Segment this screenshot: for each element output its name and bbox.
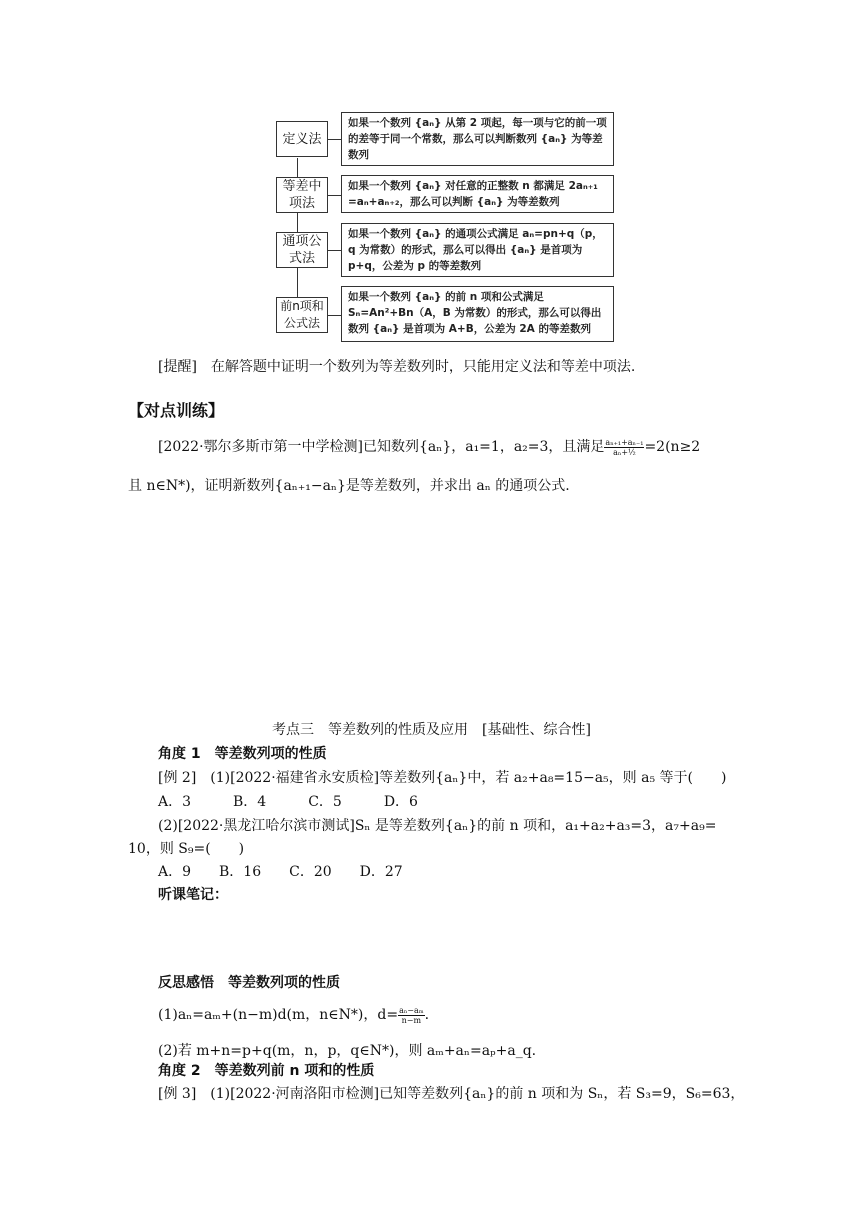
practice-line-1: [2022·鄂尔多斯市第一中学检测]已知数列{aₙ}，a₁=1，a₂=3，且满足 $\frac{\text{aₙ₊₁+aₙ₋₁}}{\text{aₙ+½}}$ =2(n≥2 — [158, 437, 701, 457]
example-2-part-1: [例 2] (1)[2022·福建省永安质检]等差数列{aₙ}中，若 a₂+a₈=15−a₅，则 a₅ 等于( ) — [158, 770, 727, 786]
connector — [328, 250, 341, 251]
property-1-fraction: $\frac{\text{aₙ−aₘ}}{n-m}$ — [399, 1005, 424, 1025]
property-1: (1)aₙ=aₘ+(n−m)d(m，n∈N*)，d= $\frac{\text{aₙ−aₘ}}{n-m}$ . — [158, 1005, 430, 1025]
practice-line-2: 且 n∈N*)，证明新数列{aₙ₊₁−aₙ}是等差数列，并求出 aₙ 的通项公式. — [128, 478, 570, 494]
example-2-part-2-options: A．9 B．16 C．20 D．27 — [158, 864, 403, 880]
connector — [328, 315, 341, 316]
method-label: 定义法 — [282, 131, 322, 147]
example-2-part-2-line-1: (2)[2022·黑龙江哈尔滨市测试]Sₙ 是等差数列{aₙ}的前 n 项和，a₁+a₂+a₃=3，a₇+a₉= — [158, 818, 717, 834]
method-label: 等差中项法 — [282, 179, 322, 211]
method-label: 前n项和公式法 — [280, 299, 324, 330]
method-box-sum-formula — [276, 297, 328, 333]
method-box-general-term — [276, 232, 328, 268]
angle-1-heading: 角度 1 等差数列项的性质 — [158, 746, 327, 762]
notes-label: 听课笔记： — [158, 887, 228, 903]
example-3-part-1: [例 3] (1)[2022·河南洛阳市检测]已知等差数列{aₙ}的前 n 项和为 Sₙ，若 S₃=9，S₆=63， — [158, 1086, 745, 1102]
section-title: 考点三 等差数列的性质及应用 [基础性、综合性] — [272, 722, 591, 738]
property-2: (2)若 m+n=p+q(m，n，p，q∈N*)，则 aₘ+aₙ=aₚ+a_q. — [158, 1043, 537, 1059]
method-box-definition — [276, 121, 328, 157]
reflection-title: 反思感悟 等差数列项的性质 — [158, 975, 340, 991]
method-desc-sum-formula: 如果一个数列 {aₙ} 的前 n 项和公式满足 Sₙ=An²+Bn（A，B 为常数）的形式，那么可以得出数列 {aₙ} 是首项为 A+B，公差为 2A 的等差数列 — [341, 286, 614, 342]
method-desc-definition: 如果一个数列 {aₙ} 从第 2 项起，每一项与它的前一项的差等于同一个常数，那么可以判断数列 {aₙ} 为等差数列 — [341, 112, 614, 166]
method-box-middle-term — [276, 177, 328, 213]
example-2-part-1-options: A．3 B．4 C．5 D．6 — [158, 794, 418, 810]
method-desc-middle-term: 如果一个数列 {aₙ} 对任意的正整数 n 都满足 2aₙ₊₁ =aₙ+aₙ₊₂，那么可以判断 {aₙ} 为等差数列 — [341, 175, 614, 213]
connector — [328, 195, 341, 196]
example-2-part-2-line-2: 10，则 S₉=( ) — [128, 841, 245, 857]
angle-2-heading: 角度 2 等差数列前 n 项和的性质 — [158, 1063, 375, 1079]
practice-title: 【对点训练】 — [128, 401, 225, 420]
practice-fraction: $\frac{\text{aₙ₊₁+aₙ₋₁}}{\text{aₙ+½}}$ — [605, 437, 644, 457]
method-desc-general-term: 如果一个数列 {aₙ} 的通项公式满足 aₙ=pn+q（p，q 为常数）的形式，那么可以得出 {aₙ} 是首项为 p+q，公差为 p 的等差数列 — [341, 223, 614, 277]
reminder: [提醒] 在解答题中证明一个数列为等差数列时，只能用定义法和等差中项法. — [158, 359, 636, 375]
method-label: 通项公式法 — [282, 234, 322, 266]
connector — [328, 139, 341, 140]
